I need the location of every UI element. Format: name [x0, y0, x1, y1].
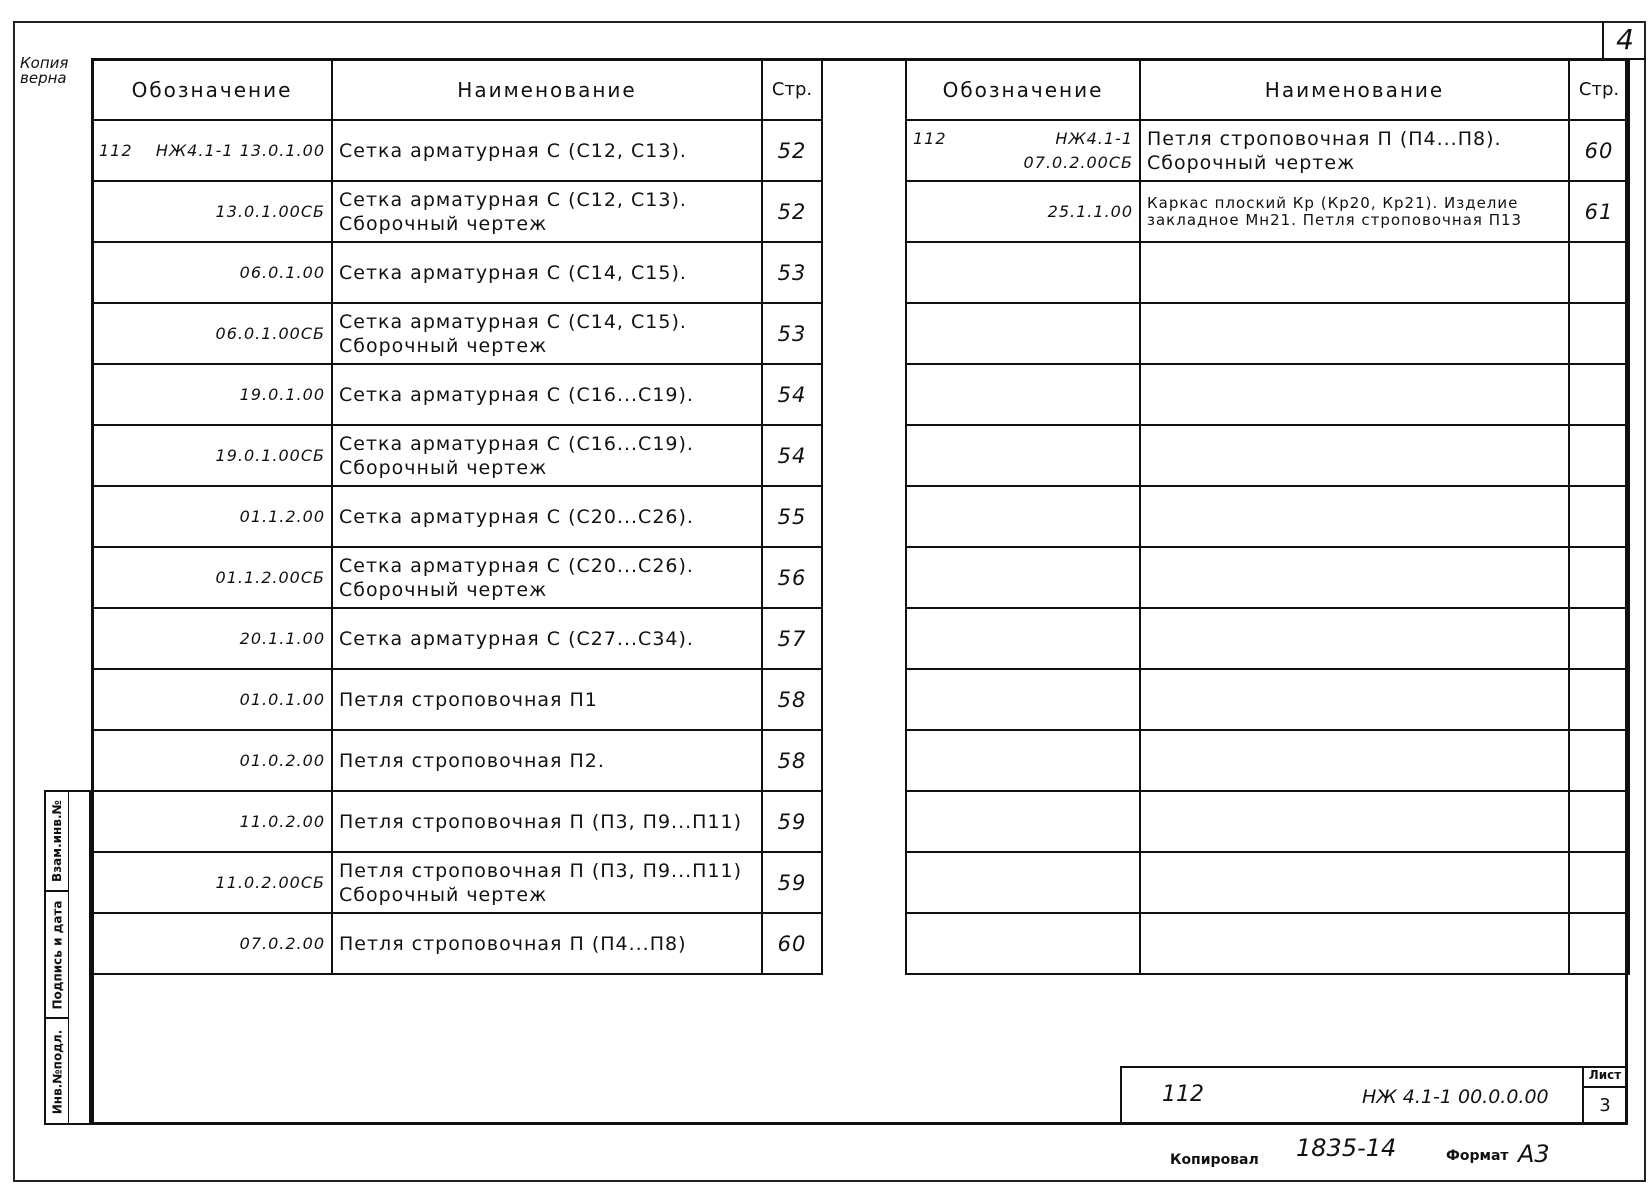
series-tag: 112	[913, 128, 947, 148]
designation-code: 01.1.2.00СБ	[215, 567, 325, 587]
table-row	[906, 608, 1629, 669]
designation-cell	[92, 730, 332, 791]
name-cell	[1140, 364, 1569, 425]
designation-cell	[906, 791, 1140, 852]
copy-stamp-line: Копия	[20, 54, 69, 72]
table-row	[92, 791, 822, 852]
side-stamp-replacement	[46, 792, 68, 892]
name-cell: Петля строповочная П1	[332, 669, 762, 730]
designation-cell	[906, 730, 1140, 791]
designation-code: 19.0.1.00СБ	[215, 445, 325, 465]
name-cell: Петля строповочная П (П4...П8)	[332, 913, 762, 974]
designation-code: 06.0.1.00СБ	[215, 323, 325, 343]
page-cell	[1569, 486, 1629, 547]
copy-stamp	[20, 56, 68, 86]
designation-cell	[906, 181, 1140, 242]
name-cell: Каркас плоский Кр (Кр20, Кр21). Изделие закладное Мн21. Петля строповочная П13	[1140, 181, 1569, 242]
page-cell: 59	[762, 852, 822, 913]
designation-code: НЖ4.1-1 07.0.2.00СБ	[1023, 128, 1133, 172]
designation-cell	[92, 791, 332, 852]
designation-cell	[92, 852, 332, 913]
sheet-label: Лист	[1584, 1068, 1626, 1088]
page-cell: 61	[1569, 181, 1629, 242]
table-row	[92, 608, 822, 669]
designation-cell	[906, 913, 1140, 974]
designation-code: 11.0.2.00	[239, 811, 325, 831]
page-cell	[1569, 730, 1629, 791]
name-cell: Сетка арматурная С (С16...С19). Сборочный чертеж	[332, 425, 762, 486]
copied-label: Копировал	[1170, 1152, 1259, 1168]
designation-cell	[92, 425, 332, 486]
page-cell: 58	[762, 730, 822, 791]
header-designation: Обозначение	[906, 59, 1140, 120]
page-cell: 60	[762, 913, 822, 974]
table-row	[906, 913, 1629, 974]
table-row	[92, 242, 822, 303]
name-cell	[1140, 852, 1569, 913]
title-code: НЖ 4.1-1 00.0.0.00	[1362, 1086, 1549, 1108]
table-row	[906, 120, 1629, 181]
side-stamp-label: Взам.инв.№	[50, 800, 64, 882]
designation-cell	[92, 120, 332, 181]
page-cell	[1569, 791, 1629, 852]
table-row	[906, 547, 1629, 608]
copy-number: 1835-14	[1296, 1134, 1397, 1162]
page-cell	[1569, 303, 1629, 364]
page-cell	[1569, 669, 1629, 730]
designation-cell	[92, 486, 332, 547]
designation-cell	[906, 425, 1140, 486]
format-value: А3	[1518, 1140, 1550, 1168]
table-row	[92, 303, 822, 364]
table-row	[92, 913, 822, 974]
left-spec-table	[91, 58, 823, 975]
name-cell: Сетка арматурная С (С16...С19).	[332, 364, 762, 425]
title-series: 112	[1162, 1082, 1204, 1107]
page-cell	[1569, 425, 1629, 486]
table-row	[92, 547, 822, 608]
page-cell	[1569, 242, 1629, 303]
table-row	[92, 730, 822, 791]
page-cell: 57	[762, 608, 822, 669]
page-cell: 54	[762, 364, 822, 425]
designation-cell	[92, 608, 332, 669]
right-spec-table	[905, 58, 1630, 975]
page-cell	[1569, 913, 1629, 974]
table-row	[906, 364, 1629, 425]
designation-cell	[906, 852, 1140, 913]
designation-code: 01.1.2.00	[239, 506, 325, 526]
name-cell: Сетка арматурная С (С27...С34).	[332, 608, 762, 669]
designation-code: НЖ4.1-1 13.0.1.00	[155, 140, 325, 160]
page-cell	[1569, 852, 1629, 913]
title-block	[1120, 1066, 1628, 1125]
name-cell: Сетка арматурная С (С20...С26). Сборочный чертеж	[332, 547, 762, 608]
name-cell: Петля строповочная П (П4...П8). Сборочный чертеж	[1140, 120, 1569, 181]
name-cell: Сетка арматурная С (С20...С26).	[332, 486, 762, 547]
name-cell	[1140, 547, 1569, 608]
table-row	[92, 486, 822, 547]
table-header-row	[906, 59, 1629, 120]
designation-code: 01.0.1.00	[239, 689, 325, 709]
table-row	[906, 303, 1629, 364]
header-designation: Обозначение	[92, 59, 332, 120]
side-stamp-signature	[46, 892, 68, 1019]
name-cell: Сетка арматурная С (С14, С15). Сборочный чертеж	[332, 303, 762, 364]
table-row	[906, 181, 1629, 242]
page-cell: 52	[762, 181, 822, 242]
designation-cell	[906, 242, 1140, 303]
table-row	[92, 852, 822, 913]
name-cell	[1140, 669, 1569, 730]
name-cell: Петля строповочная П2.	[332, 730, 762, 791]
header-name: Наименование	[1140, 59, 1569, 120]
table-row	[92, 425, 822, 486]
designation-cell	[92, 181, 332, 242]
header-page: Стр.	[762, 59, 822, 120]
name-cell	[1140, 486, 1569, 547]
name-cell	[1140, 913, 1569, 974]
designation-cell	[906, 120, 1140, 181]
header-name: Наименование	[332, 59, 762, 120]
designation-cell	[906, 669, 1140, 730]
page-cell: 56	[762, 547, 822, 608]
name-cell: Петля строповочная П (П3, П9...П11)	[332, 791, 762, 852]
page-cell: 58	[762, 669, 822, 730]
designation-code: 19.0.1.00	[239, 384, 325, 404]
name-cell: Сетка арматурная С (С12, С13). Сборочный чертеж	[332, 181, 762, 242]
designation-cell	[92, 547, 332, 608]
table-row	[92, 181, 822, 242]
designation-code: 01.0.2.00	[239, 750, 325, 770]
table-row	[906, 852, 1629, 913]
format-label: Формат	[1446, 1148, 1509, 1164]
designation-code: 20.1.1.00	[239, 628, 325, 648]
designation-code: 06.0.1.00	[239, 262, 325, 282]
page-cell: 54	[762, 425, 822, 486]
side-stamp-original	[46, 1019, 68, 1125]
page-cell: 52	[762, 120, 822, 181]
designation-code: 25.1.1.00	[1047, 201, 1133, 221]
designation-cell	[906, 303, 1140, 364]
table-row	[906, 669, 1629, 730]
name-cell	[1140, 242, 1569, 303]
name-cell	[1140, 791, 1569, 852]
name-cell: Петля строповочная П (П3, П9...П11) Сборочный чертеж	[332, 852, 762, 913]
name-cell	[1140, 303, 1569, 364]
page-cell: 55	[762, 486, 822, 547]
table-row	[906, 791, 1629, 852]
table-row	[92, 669, 822, 730]
sheet-corner-number: 4	[1602, 21, 1646, 60]
designation-cell	[92, 303, 332, 364]
designation-cell	[906, 364, 1140, 425]
page-cell	[1569, 547, 1629, 608]
designation-cell	[92, 364, 332, 425]
series-tag: 112	[99, 140, 133, 160]
table-header-row	[92, 59, 822, 120]
designation-code: 13.0.1.00СБ	[215, 201, 325, 221]
table-row	[906, 730, 1629, 791]
copy-stamp-line: верна	[20, 69, 67, 87]
page-cell	[1569, 608, 1629, 669]
page-cell: 59	[762, 791, 822, 852]
designation-cell	[92, 913, 332, 974]
name-cell: Сетка арматурная С (С14, С15).	[332, 242, 762, 303]
page-cell	[1569, 364, 1629, 425]
page-cell: 60	[1569, 120, 1629, 181]
designation-cell	[906, 547, 1140, 608]
designation-cell	[92, 669, 332, 730]
name-cell	[1140, 425, 1569, 486]
table-row	[92, 364, 822, 425]
name-cell: Сетка арматурная С (С12, С13).	[332, 120, 762, 181]
side-stamp-label: Подпись и дата	[50, 900, 65, 1009]
name-cell	[1140, 730, 1569, 791]
page-cell: 53	[762, 242, 822, 303]
designation-code: 11.0.2.00СБ	[215, 872, 325, 892]
header-page: Стр.	[1569, 59, 1629, 120]
side-stamp-label: Инв.№подл.	[50, 1029, 64, 1115]
table-row	[906, 242, 1629, 303]
page-cell: 53	[762, 303, 822, 364]
designation-cell	[906, 486, 1140, 547]
designation-cell	[92, 242, 332, 303]
sheet-number: 3	[1599, 1095, 1611, 1116]
designation-cell	[906, 608, 1140, 669]
side-stamp	[44, 790, 91, 1125]
table-row	[92, 120, 822, 181]
table-row	[906, 425, 1629, 486]
table-row	[906, 486, 1629, 547]
name-cell	[1140, 608, 1569, 669]
designation-code: 07.0.2.00	[239, 933, 325, 953]
